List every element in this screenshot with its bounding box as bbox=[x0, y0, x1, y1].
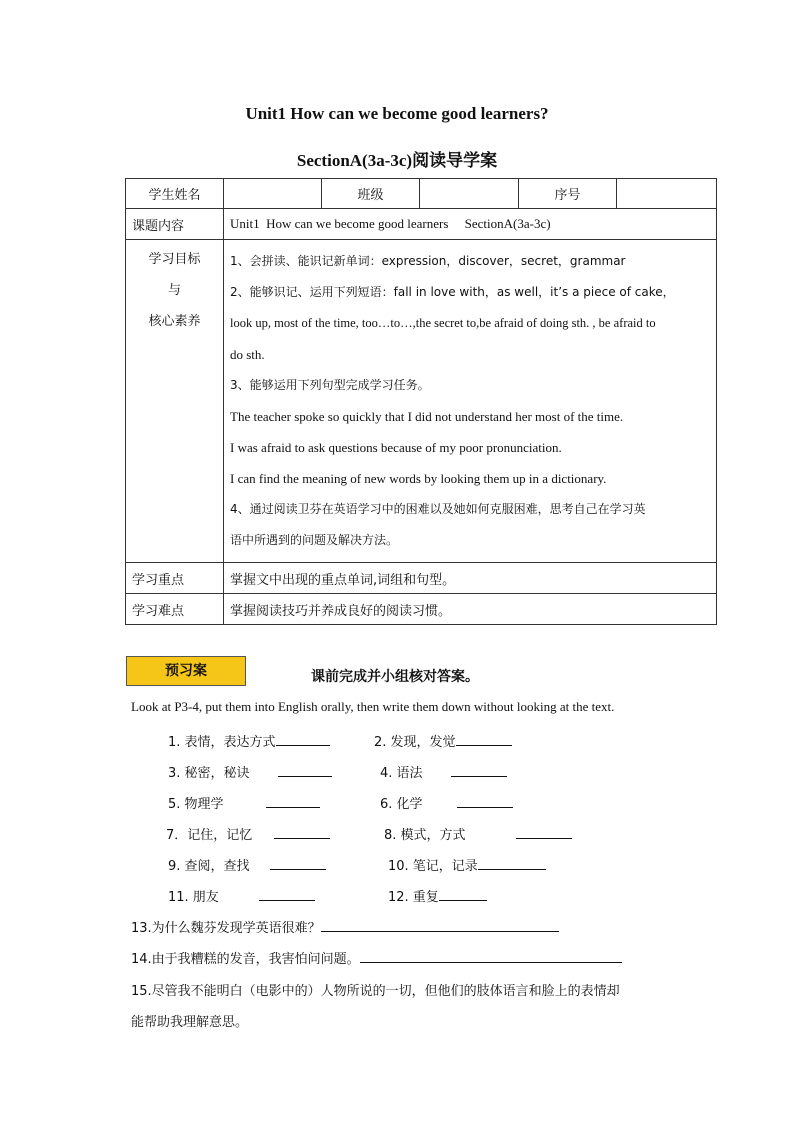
goal-line: The teacher spoke so quickly that I did not understand her most of the time. bbox=[230, 409, 624, 424]
answer-blank[interactable] bbox=[259, 886, 315, 901]
answer-blank[interactable] bbox=[457, 793, 513, 808]
vocab-item bbox=[388, 886, 487, 905]
vocab-prompt: 4. 语法 bbox=[380, 766, 423, 781]
student-name-label: 学生姓名 bbox=[126, 179, 224, 209]
vocab-item bbox=[168, 762, 332, 781]
document-title: Unit1 How can we become good learners? bbox=[245, 104, 549, 123]
vocab-prompt: 2. 发现，发觉 bbox=[374, 735, 456, 750]
difficulties-label: 学习难点 bbox=[126, 594, 224, 625]
vocab-item bbox=[380, 762, 507, 781]
vocab-item bbox=[168, 886, 315, 905]
lesson-info-table bbox=[125, 178, 717, 625]
key-points-value: 掌握文中出现的重点单词,词组和句型。 bbox=[224, 563, 717, 594]
answer-blank[interactable] bbox=[516, 824, 572, 839]
class-field[interactable] bbox=[420, 179, 519, 209]
goal-line: 语中所遇到的问题及解决方法。 bbox=[230, 533, 399, 547]
question-14 bbox=[131, 948, 622, 967]
vocab-prompt: 12. 重复 bbox=[388, 890, 439, 905]
preview-badge: 预习案 bbox=[126, 656, 246, 686]
answer-blank[interactable] bbox=[451, 762, 507, 777]
difficulties-value: 掌握阅读技巧并养成良好的阅读习惯。 bbox=[224, 594, 717, 625]
goals-label-line: 学习目标 bbox=[148, 252, 201, 267]
goal-line: I was afraid to ask questions because of my poor pronunciation. bbox=[230, 440, 562, 455]
answer-blank[interactable] bbox=[274, 824, 330, 839]
answer-blank[interactable] bbox=[278, 762, 332, 777]
table-row bbox=[126, 209, 717, 240]
vocab-item bbox=[388, 855, 546, 874]
vocab-item bbox=[168, 731, 330, 750]
table-row bbox=[126, 594, 717, 625]
goals-label-line: 与 bbox=[167, 283, 181, 298]
question-13 bbox=[131, 917, 559, 936]
table-row bbox=[126, 179, 717, 209]
table-row bbox=[126, 563, 717, 594]
table-row bbox=[126, 240, 717, 563]
document-subtitle: SectionA(3a-3c)阅读导学案 bbox=[296, 151, 498, 170]
vocab-item bbox=[168, 793, 320, 812]
seat-field[interactable] bbox=[617, 179, 717, 209]
vocab-item bbox=[380, 793, 513, 812]
answer-blank[interactable] bbox=[360, 948, 622, 963]
class-label: 班级 bbox=[322, 179, 420, 209]
topic-label: 课题内容 bbox=[126, 209, 224, 240]
student-name-field[interactable] bbox=[224, 179, 322, 209]
vocab-item bbox=[168, 855, 326, 874]
vocab-prompt: 5. 物理学 bbox=[168, 797, 224, 812]
answer-blank[interactable] bbox=[439, 886, 487, 901]
goals-content bbox=[224, 240, 717, 563]
answer-blank[interactable] bbox=[270, 855, 326, 870]
vocab-prompt: 9. 查阅，查找 bbox=[168, 859, 250, 874]
goal-line: 4、通过阅读卫芬在英语学习中的困难以及她如何克服困难，思考自己在学习英 bbox=[230, 502, 646, 516]
vocab-item bbox=[384, 824, 572, 843]
goal-line: look up, most of the time, too…to…,the secret to,be afraid of doing sth. , be afraid to bbox=[230, 316, 656, 330]
question-15-line: 能帮助我理解意思。 bbox=[131, 1015, 249, 1030]
goal-line: 3、能够运用下列句型完成学习任务。 bbox=[230, 378, 430, 392]
vocab-item bbox=[374, 731, 512, 750]
seat-label: 序号 bbox=[519, 179, 617, 209]
goal-line: 1、会拼读、能识记新单词：expression，discover，secret，grammar bbox=[230, 254, 626, 268]
question-text: 13.为什么魏芬发现学英语很难？ bbox=[131, 921, 321, 936]
key-points-label: 学习重点 bbox=[126, 563, 224, 594]
vocab-prompt: 10. 笔记，记录 bbox=[388, 859, 478, 874]
answer-blank[interactable] bbox=[478, 855, 546, 870]
goal-line: do sth. bbox=[230, 347, 265, 362]
answer-blank[interactable] bbox=[276, 731, 330, 746]
answer-blank[interactable] bbox=[321, 917, 559, 932]
topic-value: Unit1 How can we become good learners SectionA(3a-3c) bbox=[224, 209, 717, 240]
vocab-prompt: 8. 模式，方式 bbox=[384, 828, 466, 843]
vocab-prompt: 11. 朋友 bbox=[168, 890, 219, 905]
preview-note: 课前完成并小组核对答案。 bbox=[311, 669, 479, 685]
vocab-prompt: 1. 表情，表达方式 bbox=[168, 735, 276, 750]
preview-instruction: Look at P3-4, put them into English orally, then write them down without looking at the text. bbox=[131, 699, 615, 714]
answer-blank[interactable] bbox=[266, 793, 320, 808]
vocab-prompt: 6. 化学 bbox=[380, 797, 423, 812]
question-15-line: 15.尽管我不能明白（电影中的）人物所说的一切，但他们的肢体语言和脸上的表情却 bbox=[131, 984, 620, 999]
question-text: 14.由于我糟糕的发音，我害怕问问题。 bbox=[131, 952, 360, 967]
vocab-prompt: 7．记住，记忆 bbox=[166, 828, 253, 843]
vocab-prompt: 3. 秘密，秘诀 bbox=[168, 766, 250, 781]
goals-label bbox=[126, 240, 224, 563]
vocab-item bbox=[166, 824, 330, 843]
goal-line: I can find the meaning of new words by looking them up in a dictionary. bbox=[230, 471, 607, 486]
goal-line: 2、能够识记、运用下列短语：fall in love with，as well，it’s a piece of cake， bbox=[230, 285, 675, 299]
answer-blank[interactable] bbox=[456, 731, 512, 746]
goals-label-line: 核心素养 bbox=[148, 314, 201, 329]
